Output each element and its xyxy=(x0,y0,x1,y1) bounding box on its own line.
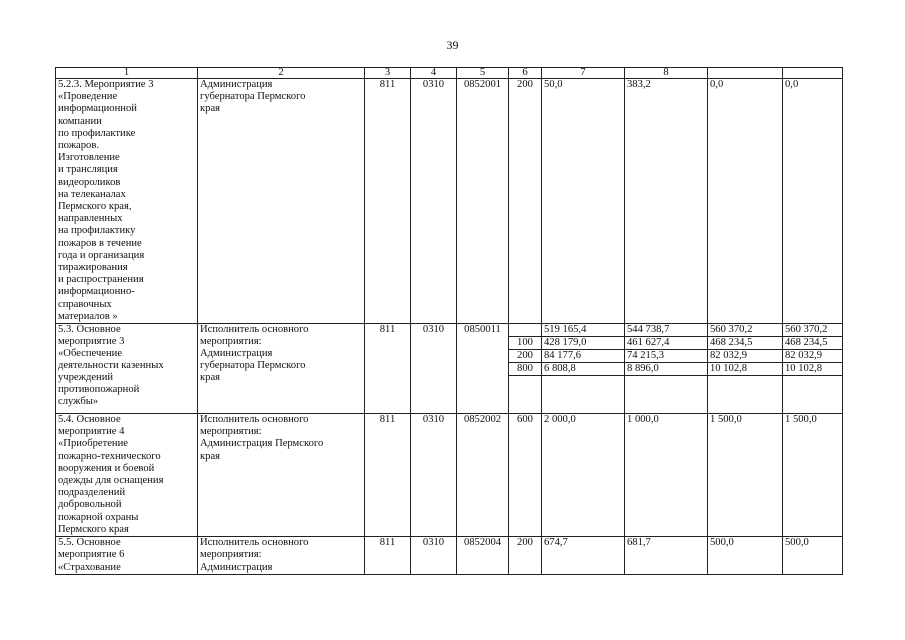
text-line: вооружения и боевой xyxy=(58,462,155,474)
text-line: пожарно-технического xyxy=(58,450,161,462)
text-line: мероприятие 6 xyxy=(58,549,125,561)
code-rz: 0310 xyxy=(411,324,457,414)
text-line: мероприятия: xyxy=(200,426,262,438)
text-line: мероприятие 3 xyxy=(58,336,125,348)
text-line: края xyxy=(200,450,221,462)
code-vr: 600 xyxy=(509,414,542,537)
code-gr: 811 xyxy=(365,537,411,575)
text-line: Администрация Пермского xyxy=(200,438,324,450)
executor xyxy=(198,79,365,324)
value-col9: 0,0 xyxy=(708,79,783,324)
code-csr: 0852004 xyxy=(457,537,509,575)
text-line: подразделений xyxy=(58,487,126,499)
text-line: и трансляция xyxy=(58,164,118,176)
text-line: на телеканалах xyxy=(58,188,126,200)
text-line: Пермского края, xyxy=(58,201,132,213)
value-col7: 519 165,4 xyxy=(542,324,625,337)
text-line: тиражирования xyxy=(58,262,128,274)
table-row xyxy=(56,537,843,575)
header-cell: 2 xyxy=(198,68,365,79)
executor xyxy=(198,537,365,575)
text-line: материалов » xyxy=(58,310,118,322)
header-cell: 8 xyxy=(625,68,708,79)
value-col10: 0,0 xyxy=(783,79,843,324)
executor xyxy=(198,324,365,414)
text-line: добровольной xyxy=(58,499,122,511)
text-line: «Проведение xyxy=(58,91,118,103)
value-col8: 681,7 xyxy=(625,537,708,575)
value-col9: 468 234,5 xyxy=(708,337,783,350)
value-col9: 560 370,2 xyxy=(708,324,783,337)
value-col10: 1 500,0 xyxy=(783,414,843,537)
header-cell: 5 xyxy=(457,68,509,79)
value-col10: 500,0 xyxy=(783,537,843,575)
value-col8: 74 215,3 xyxy=(625,350,708,363)
code-gr: 811 xyxy=(365,79,411,324)
text-line: «Страхование xyxy=(58,561,121,573)
header-cell xyxy=(783,68,843,79)
header-cell: 1 xyxy=(56,68,198,79)
code-rz: 0310 xyxy=(411,414,457,537)
text-line: мероприятия: xyxy=(200,549,262,561)
text-line: справочных xyxy=(58,298,112,310)
page-number: 39 xyxy=(446,38,459,52)
empty-cell xyxy=(509,376,542,414)
table-row xyxy=(56,324,843,337)
text-line: службы» xyxy=(58,396,99,408)
text-line: информационно- xyxy=(58,286,135,298)
value-col7: 428 179,0 xyxy=(542,337,625,350)
text-line: по профилактике xyxy=(58,127,136,139)
header-cell: 6 xyxy=(509,68,542,79)
text-line: края xyxy=(200,103,221,115)
text-line: Исполнитель основного xyxy=(200,537,309,549)
value-col8: 544 738,7 xyxy=(625,324,708,337)
value-col7: 674,7 xyxy=(542,537,625,575)
text-line: губернатора Пермского xyxy=(200,360,306,372)
text-line: 5.3. Основное xyxy=(58,324,121,336)
text-line: информационной xyxy=(58,103,137,115)
text-line: Администрация xyxy=(200,348,273,360)
text-line: мероприятия: xyxy=(200,336,262,348)
text-line: края xyxy=(200,372,221,384)
text-line: противопожарной xyxy=(58,384,140,396)
header-cell xyxy=(708,68,783,79)
code-gr: 811 xyxy=(365,414,411,537)
text-line: деятельности казенных xyxy=(58,360,164,372)
text-line: пожаров в течение xyxy=(58,237,142,249)
code-vr: 200 xyxy=(509,350,542,363)
header-row xyxy=(56,68,843,79)
code-vr xyxy=(509,324,542,337)
text-line: 5.5. Основное xyxy=(58,537,121,549)
code-rz: 0310 xyxy=(411,537,457,575)
text-line: направленных xyxy=(58,213,123,225)
text-line: Изготовление xyxy=(58,152,120,164)
header-cell: 3 xyxy=(365,68,411,79)
text-line: компании xyxy=(58,115,102,127)
value-col9: 10 102,8 xyxy=(708,363,783,376)
value-col10: 82 032,9 xyxy=(783,350,843,363)
value-col10: 560 370,2 xyxy=(783,324,843,337)
text-line: и распространения xyxy=(58,274,144,286)
value-col7: 50,0 xyxy=(542,79,625,324)
text-line: пожаров. xyxy=(58,140,99,152)
budget-table xyxy=(55,67,843,575)
value-col9: 1 500,0 xyxy=(708,414,783,537)
value-col8: 8 896,0 xyxy=(625,363,708,376)
text-line: видеороликов xyxy=(58,176,121,188)
text-line: года и организация xyxy=(58,249,145,261)
text-line: Администрация xyxy=(200,561,273,573)
text-line: «Обеспечение xyxy=(58,348,123,360)
value-col7: 2 000,0 xyxy=(542,414,625,537)
text-line: Исполнитель основного xyxy=(200,414,309,426)
text-line: 5.4. Основное xyxy=(58,414,121,426)
activity-name xyxy=(56,537,198,575)
empty-cell xyxy=(783,376,843,414)
value-col10: 10 102,8 xyxy=(783,363,843,376)
text-line: Администрация xyxy=(200,79,273,90)
text-line: мероприятие 4 xyxy=(58,426,125,438)
code-csr: 0852002 xyxy=(457,414,509,537)
table-row xyxy=(56,79,843,324)
value-col9: 82 032,9 xyxy=(708,350,783,363)
code-vr: 200 xyxy=(509,537,542,575)
value-col7: 6 808,8 xyxy=(542,363,625,376)
code-vr: 200 xyxy=(509,79,542,324)
value-col8: 383,2 xyxy=(625,79,708,324)
executor xyxy=(198,414,365,537)
text-line: 5.2.3. Мероприятие 3 xyxy=(58,79,154,90)
text-line: на профилактику xyxy=(58,225,136,237)
activity-name xyxy=(56,414,198,537)
code-csr: 0852001 xyxy=(457,79,509,324)
header-cell: 4 xyxy=(411,68,457,79)
code-vr: 100 xyxy=(509,337,542,350)
activity-name xyxy=(56,324,198,414)
value-col8: 461 627,4 xyxy=(625,337,708,350)
code-rz: 0310 xyxy=(411,79,457,324)
text-line: Пермского края xyxy=(58,523,129,535)
text-line: Исполнитель основного xyxy=(200,324,309,336)
value-col7: 84 177,6 xyxy=(542,350,625,363)
text-line: пожарной охраны xyxy=(58,511,139,523)
empty-cell xyxy=(625,376,708,414)
text-line: губернатора Пермского xyxy=(200,91,306,103)
text-line: «Приобретение xyxy=(58,438,128,450)
value-col8: 1 000,0 xyxy=(625,414,708,537)
code-gr: 811 xyxy=(365,324,411,414)
code-csr: 0850011 xyxy=(457,324,509,414)
value-col9: 500,0 xyxy=(708,537,783,575)
empty-cell xyxy=(542,376,625,414)
value-col10: 468 234,5 xyxy=(783,337,843,350)
table-row xyxy=(56,414,843,537)
activity-name xyxy=(56,79,198,324)
text-line: учреждений xyxy=(58,372,114,384)
header-cell: 7 xyxy=(542,68,625,79)
code-vr: 800 xyxy=(509,363,542,376)
text-line: одежды для оснащения xyxy=(58,475,164,487)
empty-cell xyxy=(708,376,783,414)
